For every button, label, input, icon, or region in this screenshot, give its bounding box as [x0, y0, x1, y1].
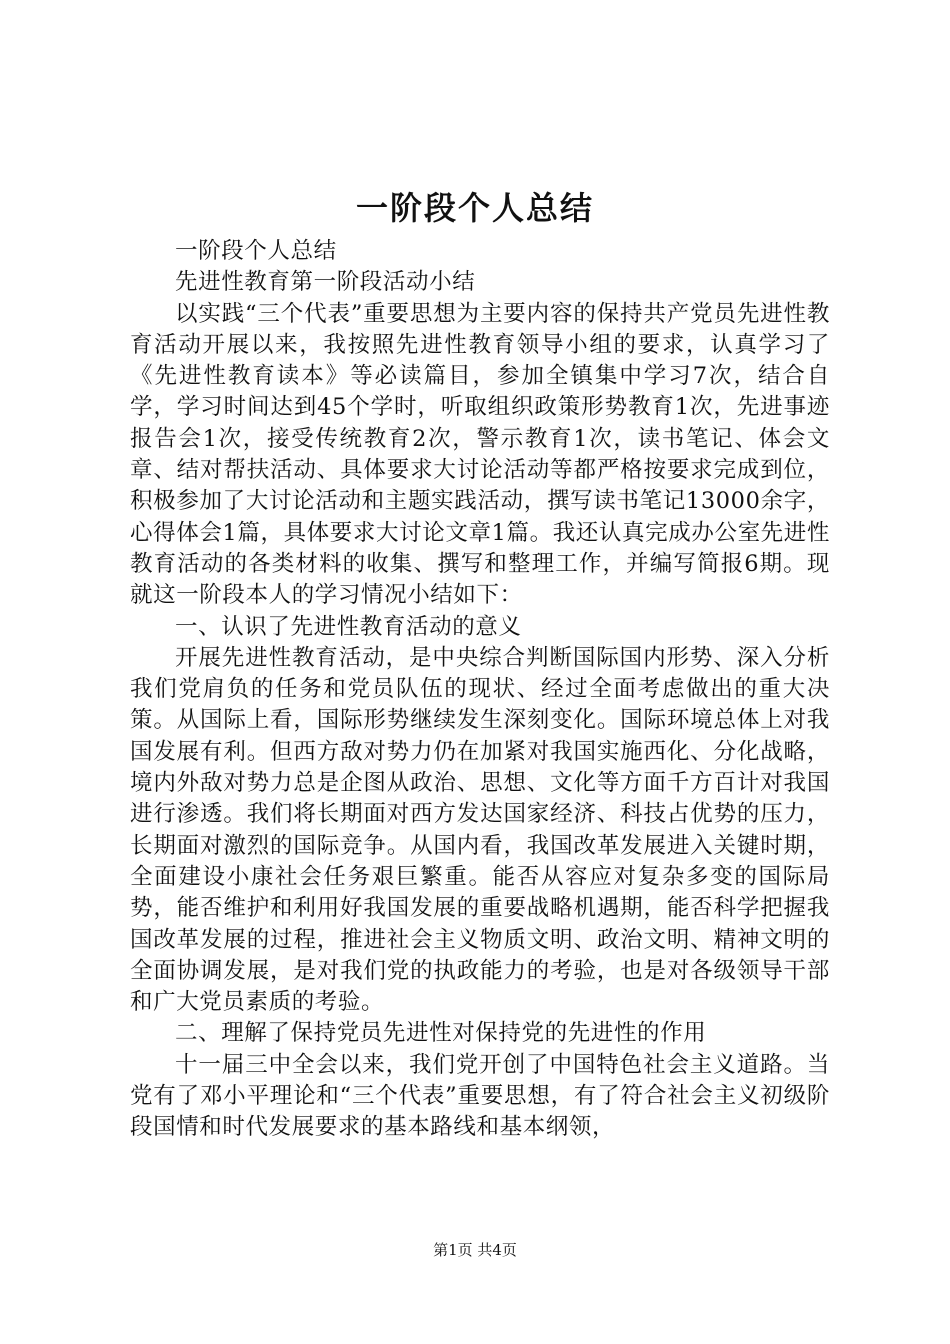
paragraph-section-heading: 先进性教育第一阶段活动小结 [175, 269, 476, 296]
paragraph-section-2: 十一届三中全会以来，我们党开创了中国特色社会主义道路。当党有了邓小平理论和“三个代表”重要思想，有了符合社会主义初级阶段国情和时代发展要求的基本路线和基本纲领， [130, 1051, 830, 1141]
page-title: 一阶段个人总结 [355, 189, 594, 227]
page-footer: 第1页 共4页 [433, 1241, 517, 1259]
document-body [130, 236, 830, 1144]
paragraph-subtitle: 一阶段个人总结 [175, 238, 337, 264]
heading-section-1: 一、认识了先进性教育活动的意义 [175, 613, 522, 640]
paragraph-section-1: 开展先进性教育活动，是中央综合判断国际国内形势、深入分析我们党肩负的任务和党员队伍的现状、经过全面考虑做出的重大决策。从国际上看，国际形势继续发生深刻变化。国际环境总体上对我国发展有利。但西方敌对势力仍在加紧对我国实施西化、分化战略，境内外敌对势力总是企图从政治、思想、文化等方面千方百计对我国进行渗透。我们将长期面对西方发达国家经济、科技占优势的压力，长期面对激烈的国际竞争。从国内看，我国改革发展进入关键时期，全面建设小康社会任务艰巨繁重。能否从容应对复杂多变的国际局势，能否维护和利用好我国发展的重要战略机遇期，能否科学把握我国改革发展的过程，推进社会主义物质文明、政治文明、精神文明的全面协调发展，是对我们党的执政能力的考验，也是对各级领导干部和广大党员素质的考验。 [130, 644, 830, 1016]
heading-section-2: 二、理解了保持党员先进性对保持党的先进性的作用 [175, 1020, 707, 1047]
paragraph-intro: 以实践“三个代表”重要思想为主要内容的保持共产党员先进性教育活动开展以来，我按照先进性教育领导小组的要求，认真学习了《先进性教育读本》等必读篇目，参加全镇集中学习7次，结合自学，学习时间达到45个学时，听取组织政策形势教育1次，先进事迹报告会1次，接受传统教育2次，警示教育1次，读书笔记、体会文章、结对帮扶活动、具体要求大讨论活动等都严格按要求完成到位，积极参加了大讨论活动和主题实践活动，撰写读书笔记13000余字，心得体会1篇，具体要求大讨论文章1篇。我还认真完成办公室先进性教育活动的各类材料的收集、撰写和整理工作，并编写简报6期。现就这一阶段本人的学习情况小结如下： [130, 300, 830, 609]
